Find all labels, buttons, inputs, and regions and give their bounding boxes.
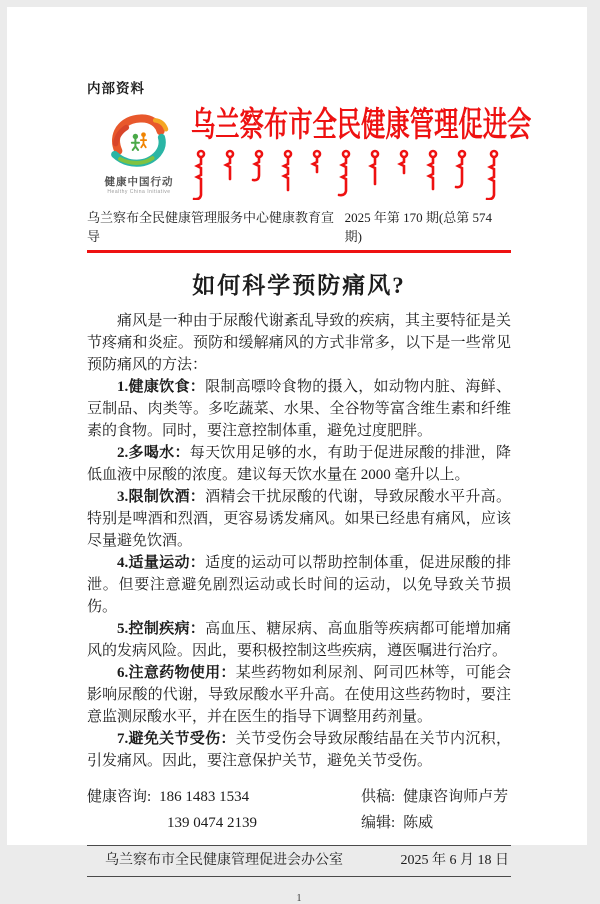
item-2-text: 每天饮用足够的水，有助于促进尿酸的排泄，降低血液中尿酸的浓度。建议每天饮水量在 2000 毫升以上。 <box>87 445 511 483</box>
masthead-right <box>191 105 532 200</box>
footer-band <box>87 845 511 877</box>
item-6-lead: 6.注意药物使用： <box>117 665 236 681</box>
mongolian-script-icon <box>191 148 511 200</box>
item-6-text: 某些药物如利尿剂、阿司匹林等，可能会影响尿酸的代谢，导致尿酸水平升高。在使用这些药物时，要注意监测尿酸水平，并在医生的指导下调整用药剂量。 <box>87 665 511 725</box>
masthead <box>87 105 532 200</box>
item-5-text: 高血压、糖尿病、高血脂等疾病都可能增加痛风的发病风险。因此，要积极控制这些疾病，遵医嘱进行治疗。 <box>87 621 511 659</box>
contact-right-column <box>361 784 511 836</box>
editor-row <box>361 810 511 836</box>
issue-line-right: 2025 年第 170 期(总第 574 期) <box>344 210 492 244</box>
page-number: 1 <box>296 893 302 904</box>
organization-title: 乌兰察布市全民健康管理促进会 <box>191 105 532 145</box>
logo-block <box>87 105 191 195</box>
editor-label: 编辑: <box>361 815 396 831</box>
editor-name: 陈威 <box>403 815 434 831</box>
contact-left-column <box>87 784 361 836</box>
list-item-6 <box>87 662 511 728</box>
footer-office: 乌兰察布市全民健康管理促进会办公室 <box>105 853 343 868</box>
item-3-lead: 3.限制饮酒： <box>117 489 206 505</box>
logo-text: 健康中国行动 <box>104 176 174 188</box>
issue-line-left: 乌兰察布全民健康管理服务中心健康教育宣导 <box>87 210 335 244</box>
consult-label: 健康咨询: <box>87 789 152 805</box>
list-item-1 <box>87 376 511 442</box>
contributor-row <box>361 784 511 810</box>
consult-phone-1: 186 1483 1534 <box>159 789 250 805</box>
contact-block <box>87 784 511 836</box>
logo-subtext: Healthy China Initiative <box>107 189 171 195</box>
list-item-2 <box>87 442 511 486</box>
list-item-3 <box>87 486 511 552</box>
footer-date: 2025 年 6 月 18 日 <box>400 853 509 868</box>
internal-material-label: 内部资料 <box>87 81 145 97</box>
list-item-7 <box>87 728 511 772</box>
item-2-lead: 2.多喝水： <box>117 445 190 461</box>
issue-line <box>87 207 511 253</box>
list-item-4 <box>87 552 511 618</box>
article-title: 如何科学预防痛风? <box>192 273 406 298</box>
item-4-lead: 4.适量运动： <box>117 555 206 571</box>
item-7-text: 关节受伤会导致尿酸结晶在关节内沉积，引发痛风。因此，要注意保护关节，避免关节受伤。 <box>87 731 511 769</box>
document-page <box>7 7 587 904</box>
page-content <box>87 7 532 904</box>
list-item-5 <box>87 618 511 662</box>
item-3-text: 酒精会干扰尿酸的代谢，导致尿酸水平升高。特别是啤酒和烈酒，更容易诱发痛风。如果已经患有痛风，应该尽量避免饮酒。 <box>87 489 511 549</box>
contributor-name: 健康咨询师卢芳 <box>403 789 509 805</box>
item-7-lead: 7.避免关节受伤： <box>117 731 236 747</box>
item-1-lead: 1.健康饮食： <box>117 379 206 395</box>
item-5-lead: 5.控制疾病： <box>117 621 206 637</box>
item-4-text: 适度的运动可以帮助控制体重，促进尿酸的排泄。但要注意避免剧烈运动或长时间的运动，以免导致关节损伤。 <box>87 555 511 615</box>
contributor-label: 供稿: <box>361 789 396 805</box>
consult-phone-row-2 <box>87 810 361 836</box>
intro-paragraph <box>87 310 511 376</box>
intro-text: 痛风是一种由于尿酸代谢紊乱导致的疾病，其主要特征是关节疼痛和炎症。预防和缓解痛风的方式非常多，以下是一些常见预防痛风的方法： <box>87 313 511 373</box>
healthy-china-logo-icon <box>87 109 191 173</box>
item-1-text: 限制高嘌呤食物的摄入，如动物内脏、海鲜、豆制品、肉类等。多吃蔬菜、水果、全谷物等富含维生素和纤维素的食物。同时，要注意控制体重，避免过度肥胖。 <box>87 379 511 439</box>
consult-phone-row <box>87 784 361 810</box>
consult-phone-2: 139 0474 2139 <box>167 815 257 831</box>
